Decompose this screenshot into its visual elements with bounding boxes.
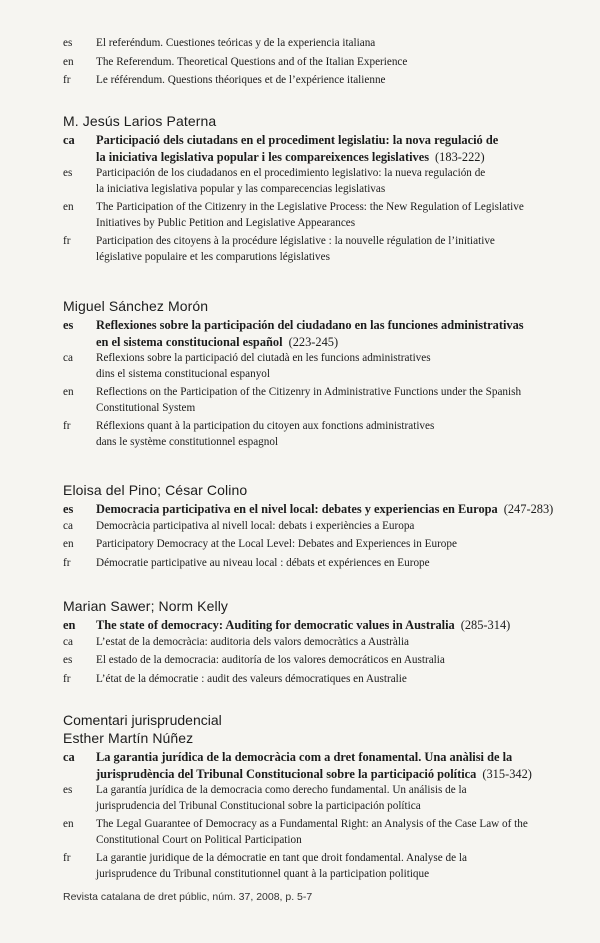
page-range: (247-283) xyxy=(503,502,554,516)
translation-row xyxy=(0,385,600,416)
toc-entry xyxy=(0,711,600,882)
translation-text: La garantie juridique de la démocratie en tant que droit fondamental. Analyse de la xyxy=(96,852,467,864)
translation-text: Le référendum. Questions théoriques et de l’expérience italienne xyxy=(96,74,386,86)
lang-code: es xyxy=(63,654,73,666)
article-title: Participació dels ciutadans en el procediment legislatiu: la nova regulació de xyxy=(96,133,499,147)
translation-text: El referéndum. Cuestiones teóricas y de la experiencia italiana xyxy=(96,37,376,49)
translation-row xyxy=(0,851,600,882)
main-title-row xyxy=(0,132,600,165)
translation-text: The Referendum. Theoretical Questions and of the Italian Experience xyxy=(96,55,408,68)
main-title-row xyxy=(0,317,600,350)
lang-code: fr xyxy=(63,74,71,86)
main-title-row xyxy=(0,501,600,518)
lang-code: fr xyxy=(63,420,71,432)
lang-code: fr xyxy=(63,235,71,247)
lang-code: ca xyxy=(63,519,73,532)
translation-row xyxy=(0,36,600,52)
translation-text: Réflexions quant à la participation du citoyen aux fonctions administratives xyxy=(96,420,435,432)
journal-footer: Revista catalana de dret públic, núm. 37, 2008, p. 5-7 xyxy=(63,891,313,903)
main-title-row xyxy=(0,749,600,782)
page-range: (183-222) xyxy=(435,149,485,164)
translation-text: La garantía jurídica de la democracia como derecho fundamental. Un análisis de la xyxy=(96,784,467,796)
translation-text: Démocratie participative au niveau local : débats et expériences en Europe xyxy=(96,556,430,569)
translation-row xyxy=(0,351,600,382)
translation-row xyxy=(0,200,600,231)
translation-text: Reflexions sobre la participació del ciutadà en les funcions administratives xyxy=(96,352,431,364)
translation-text: Constitutional System xyxy=(96,401,196,414)
lang-code: ca xyxy=(63,133,75,147)
article-title: La garantia jurídica de la democràcia com a dret fonamental. Una anàlisi de la xyxy=(96,750,513,764)
toc-entry xyxy=(0,112,600,265)
lang-code: es xyxy=(63,37,73,49)
translation-text: Participation des citoyens à la procédure législative : la nouvelle régulation de l’initiative xyxy=(96,235,495,247)
article-title: en el sistema constitucional español xyxy=(96,334,283,349)
translation-row xyxy=(0,635,600,651)
translation-row xyxy=(0,73,600,89)
article-title: Reflexiones sobre la participación del ciudadano en las funciones administrativas xyxy=(96,318,524,332)
page-range: (223-245) xyxy=(288,334,339,349)
translation-text: The Legal Guarantee of Democracy as a Fundamental Right: an Analysis of the Case Law of the xyxy=(96,818,528,830)
toc-entry xyxy=(0,481,600,571)
lang-code: es xyxy=(63,167,73,179)
lang-code: en xyxy=(63,386,74,398)
lang-code: fr xyxy=(63,672,71,685)
lang-code: fr xyxy=(63,556,71,569)
translation-row xyxy=(0,556,600,572)
toc-entry-top xyxy=(0,36,600,89)
translation-text: Participatory Democracy at the Local Level: Debates and Experiences in Europe xyxy=(96,538,457,550)
translation-row xyxy=(0,537,600,553)
translation-text: Initiatives by Public Petition and Legislative Appearances xyxy=(96,216,356,229)
translation-text: dins el sistema constitucional espanyol xyxy=(96,367,270,380)
translation-text: L’état de la démocratie : audit des valeurs démocratiques en Australie xyxy=(96,672,407,685)
lang-code: en xyxy=(63,538,74,550)
page-range: (285-314) xyxy=(460,618,511,632)
translation-text: Constitutional Court on Political Participation xyxy=(96,833,302,846)
article-title: jurisprudència del Tribunal Constitucional sobre la participació política xyxy=(96,766,477,781)
translation-text: Democràcia participativa al nivell local: debats i experiències a Europa xyxy=(96,519,415,532)
author-name: Eloisa del Pino; César Colino xyxy=(63,482,248,498)
lang-code: en xyxy=(63,818,74,830)
translation-row xyxy=(0,234,600,265)
article-title: Democracia participativa en el nivel local: debates y experiencias en Europa xyxy=(96,502,498,516)
translation-text: législative populaire et les comparutions législatives xyxy=(96,250,330,263)
translation-row xyxy=(0,419,600,450)
author-name: M. Jesús Larios Paterna xyxy=(63,113,217,129)
lang-code: es xyxy=(63,784,73,796)
page-range: (315-342) xyxy=(482,766,532,781)
lang-code: es xyxy=(63,318,74,332)
translation-text: la iniciativa legislativa popular y las comparecencias legislativas xyxy=(96,182,386,195)
translation-row xyxy=(0,672,600,688)
lang-code: en xyxy=(63,55,74,68)
translation-text: dans le système constitutionnel espagnol xyxy=(96,435,279,448)
lang-code: en xyxy=(63,618,76,632)
translation-text: L’estat de la democràcia: auditoria dels valors democràtics a Austràlia xyxy=(96,635,410,648)
lang-code: fr xyxy=(63,852,71,864)
translation-text: jurisprudencia del Tribunal Constitucional sobre la participación política xyxy=(96,799,421,812)
author-name: Marian Sawer; Norm Kelly xyxy=(63,598,228,614)
lang-code: es xyxy=(63,502,74,516)
translation-text: jurisprudence du Tribunal constitutionnel quant à la participation politique xyxy=(96,867,430,880)
translation-row xyxy=(0,55,600,71)
toc-entry xyxy=(0,297,600,450)
translation-row xyxy=(0,783,600,814)
translation-row xyxy=(0,519,600,535)
article-title: la iniciativa legislativa popular i les compareixences legislatives xyxy=(96,149,430,164)
translation-text: Participación de los ciudadanos en el procedimiento legislativo: la nueva regulación de xyxy=(96,167,486,179)
lang-code: ca xyxy=(63,750,75,764)
section-title: Comentari jurisprudencial xyxy=(63,712,222,728)
author-name: Esther Martín Núñez xyxy=(63,730,194,746)
toc-entry xyxy=(0,597,600,687)
translation-text: The Participation of the Citizenry in the Legislative Process: the New Regulation of Legislative xyxy=(96,201,524,213)
lang-code: en xyxy=(63,201,74,213)
translation-text: Reflections on the Participation of the Citizenry in Administrative Functions under the Spanish xyxy=(96,386,522,398)
main-title-row xyxy=(0,617,600,634)
author-name: Miguel Sánchez Morón xyxy=(63,298,209,314)
lang-code: ca xyxy=(63,635,73,648)
lang-code: ca xyxy=(63,352,73,364)
translation-row xyxy=(0,653,600,669)
translation-text: El estado de la democracia: auditoría de los valores democráticos en Australia xyxy=(96,654,445,666)
article-title: The state of democracy: Auditing for democratic values in Australia xyxy=(96,618,455,632)
translation-row xyxy=(0,166,600,197)
translation-row xyxy=(0,817,600,848)
